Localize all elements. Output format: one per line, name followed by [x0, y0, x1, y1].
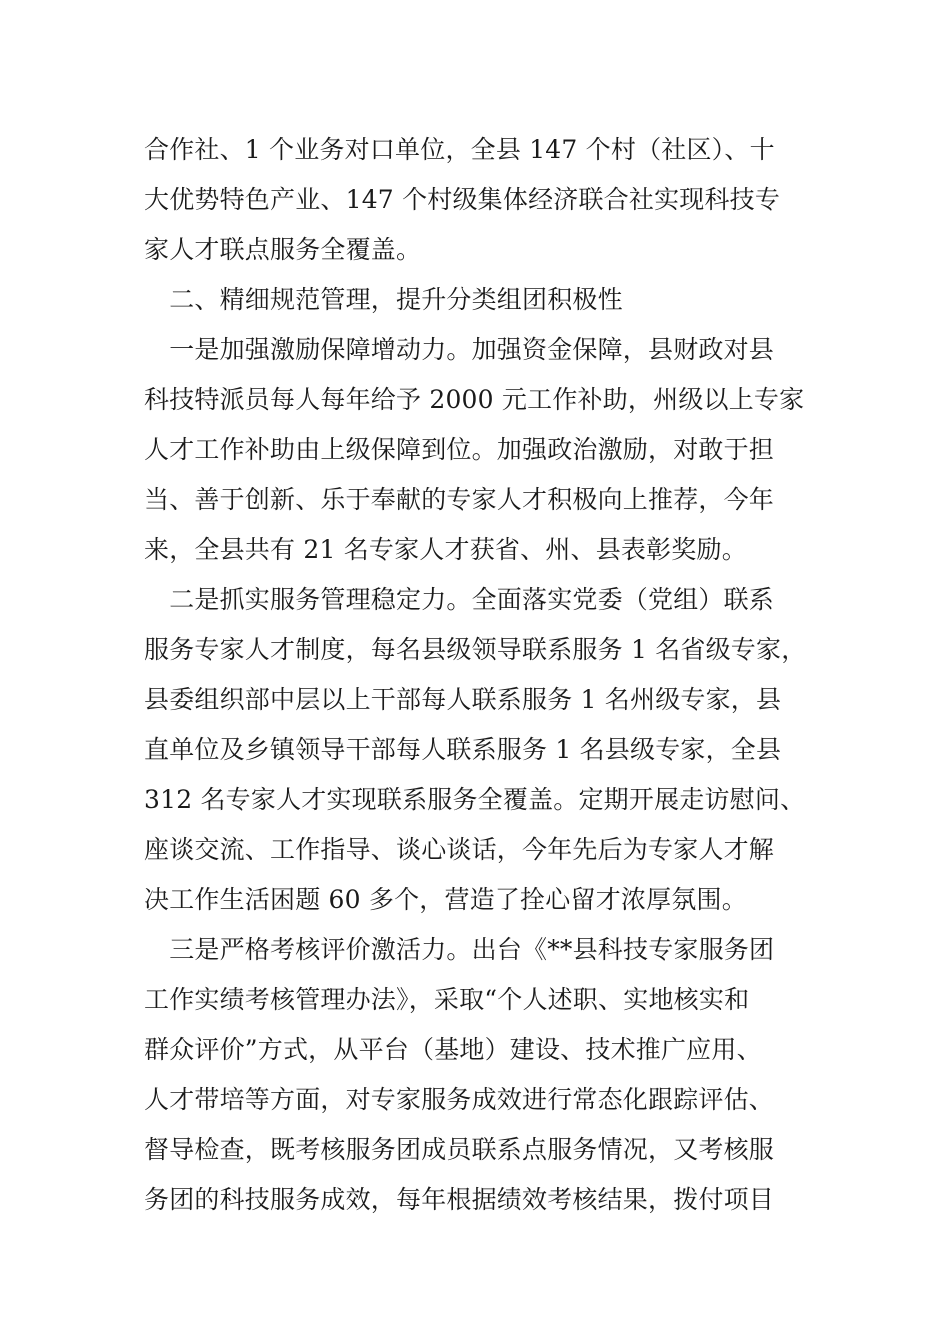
text-line: 人才带培等方面，对专家服务成效进行常态化跟踪评估、 [144, 1085, 775, 1114]
text-line: 312 名专家人才实现联系服务全覆盖。定期开展走访慰问、 [144, 785, 806, 814]
text-line: 家人才联点服务全覆盖。 [144, 235, 422, 264]
text-line: 二是抓实服务管理稳定力。全面落实党委（党组）联系 [144, 585, 775, 614]
text-line: 合作社、1 个业务对口单位，全县 147 个村（社区）、十 [144, 135, 775, 164]
text-line: 群众评价”方式，从平台（基地）建设、技术推广应用、 [144, 1035, 762, 1064]
text-line: 一是加强激励保障增动力。加强资金保障，县财政对县 [144, 335, 775, 364]
text-line: 直单位及乡镇领导干部每人联系服务 1 名县级专家，全县 [144, 735, 782, 764]
text-line: 大优势特色产业、147 个村级集体经济联合社实现科技专 [144, 185, 781, 214]
text-line: 县委组织部中层以上干部每人联系服务 1 名州级专家，县 [144, 685, 782, 714]
text-line: 工作实绩考核管理办法》，采取“个人述职、实地核实和 [144, 985, 750, 1014]
text-line: 座谈交流、工作指导、谈心谈话，今年先后为专家人才解 [144, 835, 775, 864]
text-line: 人才工作补助由上级保障到位。加强政治激励，对敢于担 [144, 435, 775, 464]
text-line: 三是严格考核评价激活力。出台《**县科技专家服务团 [144, 935, 775, 964]
text-line: 来，全县共有 21 名专家人才获省、州、县表彰奖励。 [144, 535, 747, 564]
text-line: 当、善于创新、乐于奉献的专家人才积极向上推荐，今年 [144, 485, 775, 514]
text-line: 决工作生活困题 60 多个，营造了拴心留才浓厚氛围。 [144, 885, 747, 914]
text-line: 督导检查，既考核服务团成员联系点服务情况，又考核服 [144, 1135, 775, 1164]
text-line: 科技特派员每人每年给予 2000 元工作补助，州级以上专家 [144, 385, 805, 414]
text-line: 服务专家人才制度，每名县级领导联系服务 1 名省级专家， [144, 635, 807, 664]
section-heading: 二、精细规范管理，提升分类组团积极性 [144, 285, 623, 314]
text-line: 务团的科技服务成效，每年根据绩效考核结果，拨付项目 [144, 1185, 775, 1214]
